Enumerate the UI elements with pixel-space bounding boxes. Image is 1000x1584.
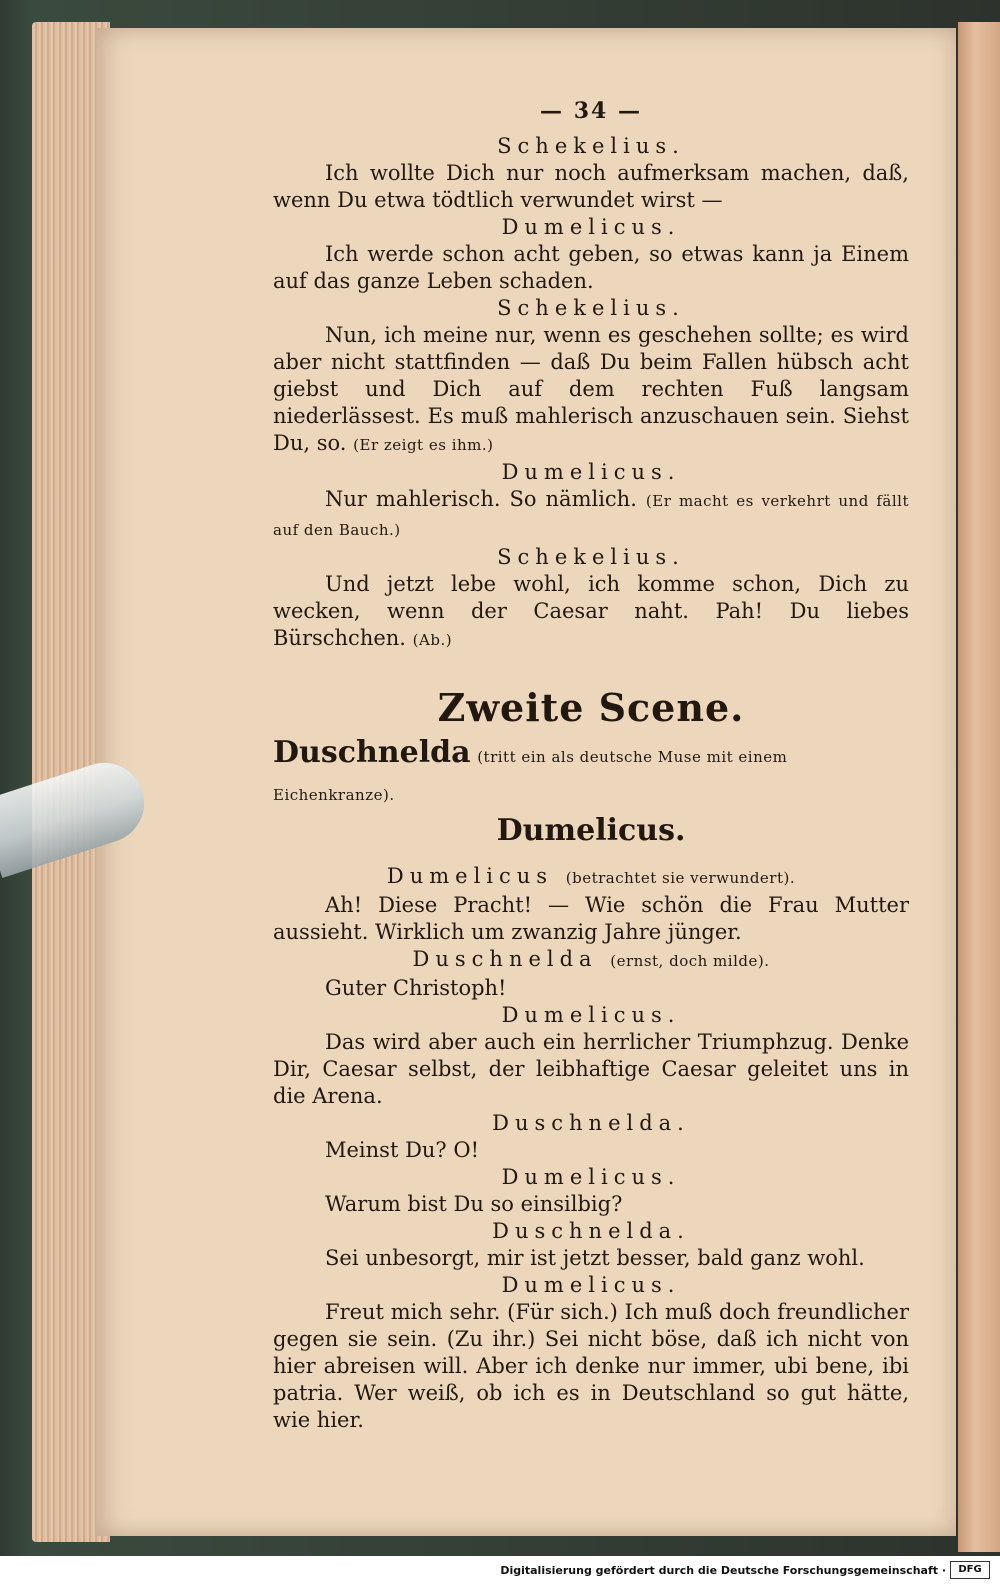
cast-entry-2 [273, 813, 909, 851]
speaker-name: Duschnelda. [492, 1219, 690, 1243]
dialogue-text: Ich werde schon acht geben, so etwas kann ja Einem auf das ganze Leben schaden. [273, 242, 909, 293]
stage-direction: (Er macht es verkehrt und fällt auf den Bauch.) [273, 492, 909, 539]
dialogue-paragraph [273, 1029, 909, 1110]
dialogue-text: Nun, ich meine nur, wenn es geschehen sollte; es wird aber nicht stattfinden — daß Du beim Fallen hübsch acht giebst und Dich auf dem rechten Fuß langsam niederlässest. Es muß mahlerisch anzuschauen sein. Siehst Du, so. [273, 323, 909, 455]
speaker-name: Schekelius. [497, 545, 685, 569]
dialogue-paragraph [273, 892, 909, 946]
scene-title: Zweite Scene. [437, 685, 745, 730]
speaker-name: Dumelicus [386, 864, 554, 888]
dialogue-paragraph [273, 160, 909, 214]
speaker-name: Duschnelda [412, 947, 598, 971]
dialogue-text: Das wird aber auch ein herrlicher Triumphzug. Denke Dir, Caesar selbst, der leibhaftige Caesar geleitet uns in die Arena. [273, 1030, 909, 1108]
speaker-line [273, 863, 909, 892]
dialogue-text: Warum bist Du so einsilbig? [325, 1192, 623, 1216]
speaker-name: Schekelius. [497, 296, 685, 320]
footer-text: Digitalisierung gefördert durch die Deutsche Forschungsgemeinschaft · [500, 1564, 946, 1577]
dialogue-paragraph [273, 571, 909, 654]
dialogue-paragraph [273, 486, 909, 544]
page-edges-right [958, 22, 1000, 1552]
stage-direction: (betrachtet sie verwundert). [565, 869, 796, 887]
page-number: — 34 — [540, 98, 642, 124]
stage-direction: (Er zeigt es ihm.) [353, 436, 494, 454]
dialogue-text: Ich wollte Dich nur noch aufmerksam machen, daß, wenn Du etwa tödtlich verwundet wirst — [273, 161, 909, 212]
cast-stage-1: (tritt ein als deutsche Muse mit einem Eichenkranze). [273, 748, 788, 804]
page-text [273, 95, 909, 1434]
dialogue-block-1 [273, 133, 909, 654]
stage-direction: (ernst, doch milde). [610, 952, 770, 970]
stage-direction: (Ab.) [412, 631, 453, 649]
dialogue-paragraph [273, 241, 909, 295]
speaker-name: Duschnelda. [492, 1111, 690, 1135]
speaker-name: Dumelicus. [501, 215, 681, 239]
dialogue-text: Sei unbesorgt, mir ist jetzt besser, bald ganz wohl. [325, 1246, 865, 1270]
cast-name-2: Dumelicus. [496, 813, 686, 848]
dialogue-paragraph [273, 975, 909, 1002]
footer-bar [0, 1556, 1000, 1584]
dialogue-text: Freut mich sehr. (Für sich.) Ich muß doch freundlicher gegen sie sein. (Zu ihr.) Sei nicht böse, daß ich nicht von hier abreisen will. Aber ich denke nur immer, ubi bene, ibi patria. Wer weiß, ob ich es in Deutschland so gut hätte, wie hier. [273, 1300, 909, 1432]
dialogue-text: Meinst Du? O! [325, 1138, 480, 1162]
dialogue-paragraph [273, 1245, 909, 1272]
dialogue-paragraph [273, 1299, 909, 1434]
dialogue-text: Und jetzt lebe wohl, ich komme schon, Dich zu wecken, wenn der Caesar naht. Pah! Du liebes Bürschchen. [273, 572, 909, 650]
dialogue-text: Guter Christoph! [325, 976, 507, 1000]
dialogue-paragraph [273, 1137, 909, 1164]
dialogue-text: Ah! Diese Pracht! — Wie schön die Frau Mutter aussieht. Wirklich um zwanzig Jahre jünger. [273, 893, 909, 944]
cast-entry [273, 735, 909, 813]
speaker-name: Schekelius. [497, 134, 685, 158]
speaker-name: Dumelicus. [501, 460, 681, 484]
speaker-line [273, 946, 909, 975]
dfg-logo: DFG [950, 1561, 990, 1579]
dialogue-text: Nur mahlerisch. So nämlich. [325, 487, 637, 511]
dialogue-block-2 [273, 863, 909, 1434]
speaker-name: Dumelicus. [501, 1273, 681, 1297]
dialogue-paragraph [273, 1191, 909, 1218]
speaker-name: Dumelicus. [501, 1003, 681, 1027]
dialogue-paragraph [273, 322, 909, 459]
cast-name-1: Duschnelda [273, 735, 471, 770]
speaker-name: Dumelicus. [501, 1165, 681, 1189]
